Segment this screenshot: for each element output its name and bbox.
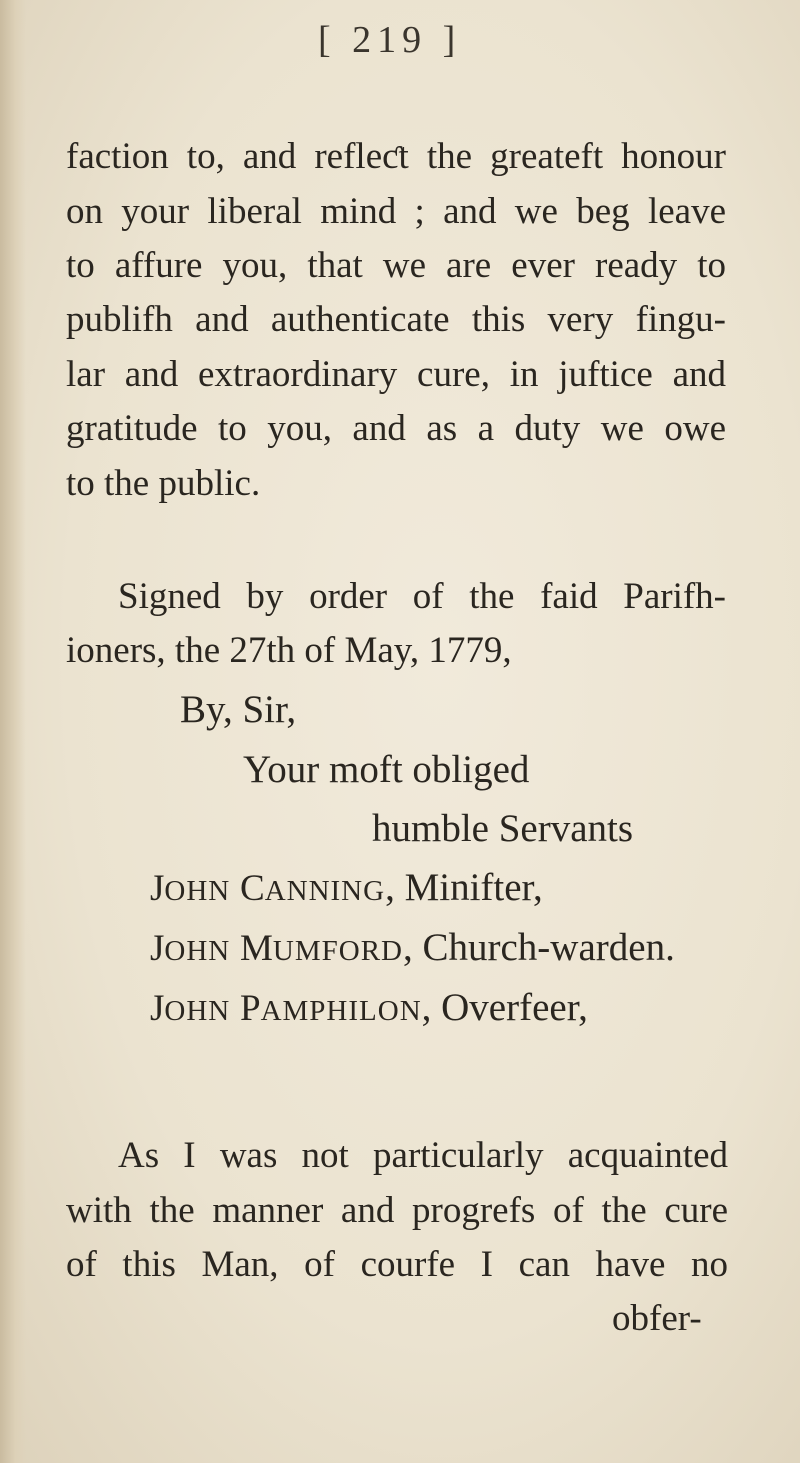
text-line: to affure you, that we are ever ready to	[66, 245, 726, 286]
catchword: obfer-	[612, 1298, 702, 1339]
signatory-role: , Church-warden.	[403, 926, 675, 969]
text-line: Signed by order of the faid Parifh-	[118, 576, 726, 617]
first-name-initial: J	[150, 928, 165, 969]
closing-line: humble Servants	[372, 807, 634, 850]
text-line: on your liberal mind ; and we beg leave	[66, 191, 726, 232]
signatory	[150, 868, 543, 907]
text-line: As I was not particularly acquainted	[118, 1135, 728, 1176]
last-name-initial: P	[240, 988, 261, 1029]
closing-line: Your moft obliged	[243, 748, 530, 791]
last-name-initial: C	[240, 868, 265, 909]
signatory	[150, 928, 675, 967]
text-line: lar and extraordinary cure, in juftice and	[66, 354, 726, 395]
text-line: faction to, and refleƈt the greateft honour	[66, 136, 726, 177]
last-name-initial: M	[240, 928, 273, 969]
first-name-rest: OHN	[164, 875, 231, 907]
last-name-rest: ANNING	[264, 875, 386, 907]
first-name-initial: J	[150, 988, 165, 1029]
signatory-role: , Minifter,	[385, 866, 543, 909]
text-line: to the public.	[66, 463, 261, 504]
first-name-initial: J	[150, 868, 165, 909]
text-line: of this Man, of courfe I can have no	[66, 1244, 728, 1285]
first-name-rest: OHN	[164, 935, 231, 967]
last-name-rest: UMFORD	[272, 935, 403, 967]
first-name-rest: OHN	[164, 995, 231, 1027]
signatory	[150, 988, 588, 1027]
text-line: publifh and authenticate this very fingu-	[66, 299, 726, 340]
text-line: with the manner and progrefs of the cure	[66, 1190, 728, 1231]
last-name-rest: AMPHILON	[260, 995, 422, 1027]
page-gutter-shadow	[0, 0, 26, 1463]
salutation: By, Sir,	[180, 688, 297, 731]
text-line: gratitude to you, and as a duty we owe	[66, 408, 726, 449]
signatory-role: , Overfeer,	[421, 986, 588, 1029]
text-line: ioners, the 27th of May, 1779,	[66, 630, 512, 671]
page-number: [ 219 ]	[318, 19, 462, 61]
